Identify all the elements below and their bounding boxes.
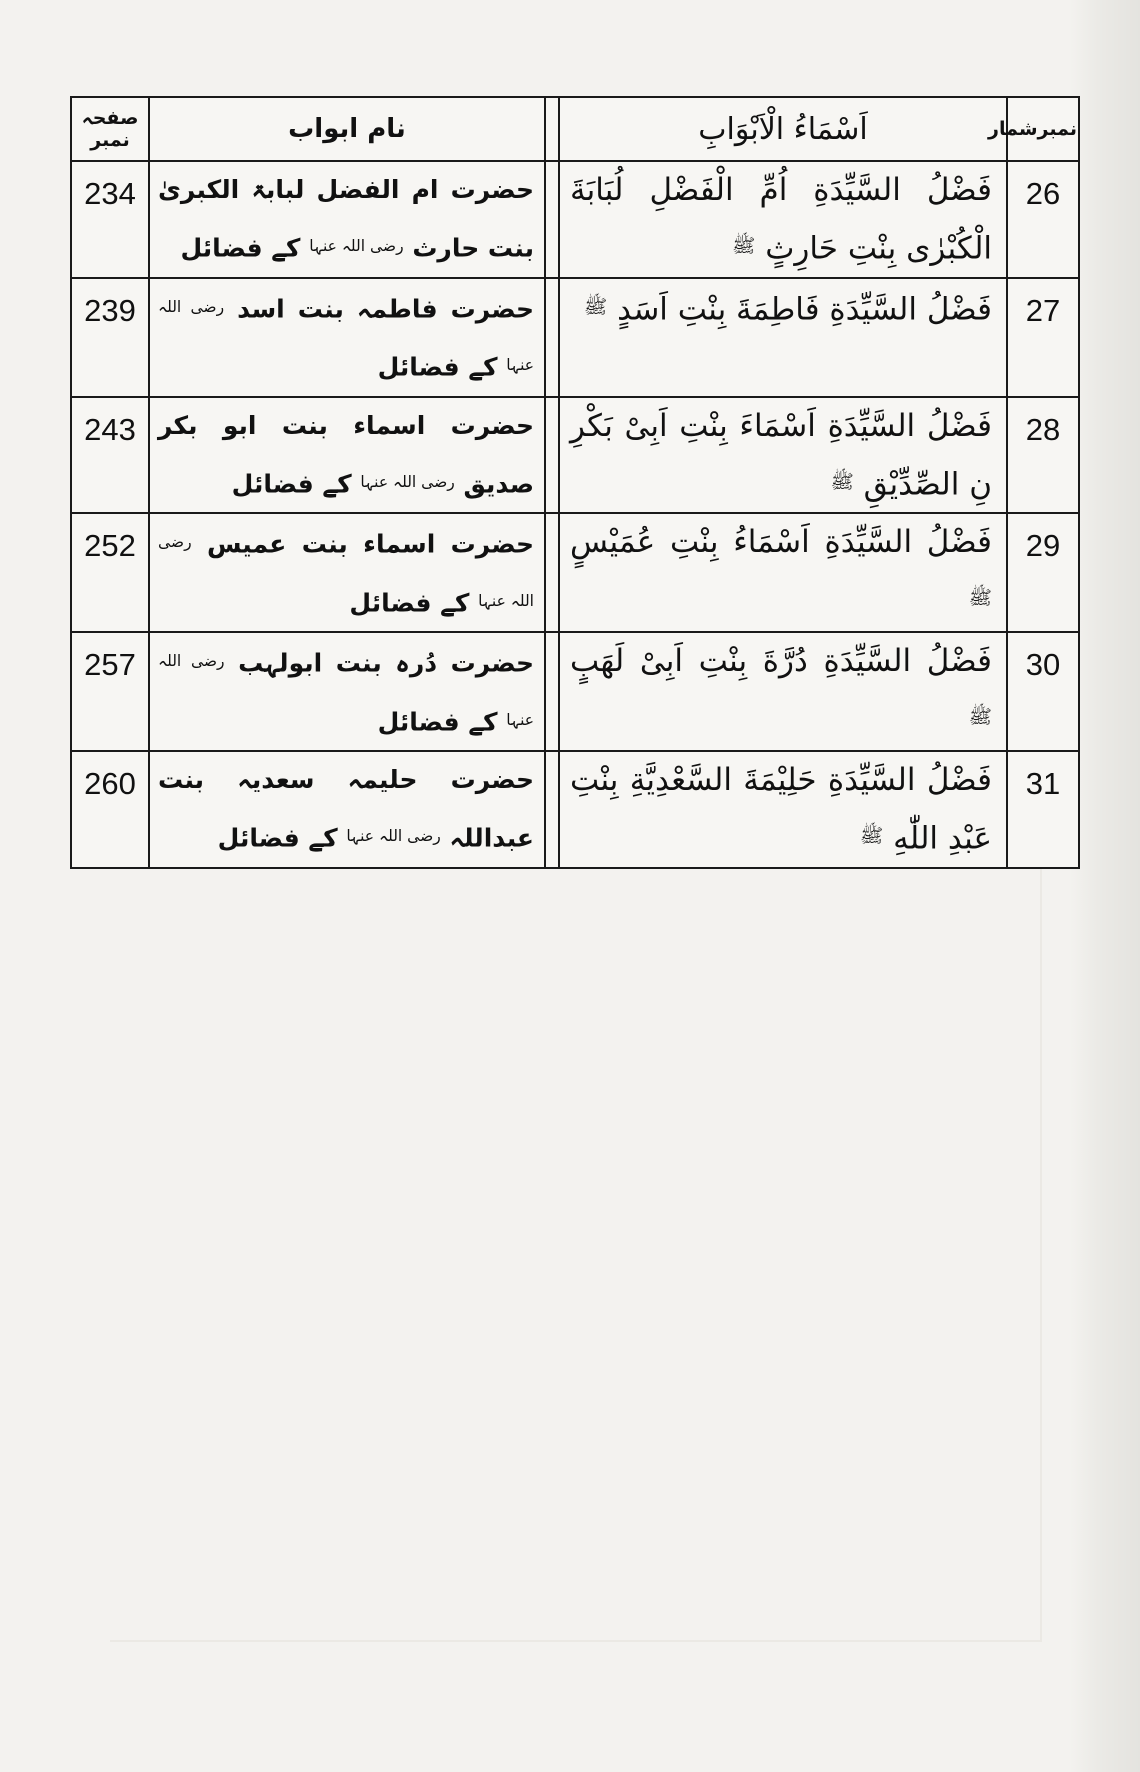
urdu-title-text: حضرت حلیمہ سعدیہ بنت عبداللہ (158, 764, 534, 853)
serial-number: 26 (1007, 161, 1079, 278)
arabic-honorific-mark: ﷺ (830, 469, 854, 493)
arabic-honorific-mark: ﷺ (968, 705, 992, 729)
table-row (71, 632, 1079, 751)
serial-number: 28 (1007, 397, 1079, 514)
urdu-title-suffix: کے فضائل (349, 588, 470, 618)
arabic-title-text: فَضْلُ السَّیِّدَةِ فَاطِمَةَ بِنْتِ اَسَدٍ (617, 291, 992, 328)
page-number: 252 (71, 513, 149, 632)
urdu-title-text: حضرت ام الفضل لبابۃ الکبریٰ بنت حارث (158, 175, 534, 263)
column-gap (545, 513, 559, 632)
page-number: 234 (71, 161, 149, 278)
arabic-title-text: فَضْلُ السَّیِّدَةِ دُرَّةَ بِنْتِ اَبِیْ لَهَبٍ (570, 643, 992, 680)
table-row (71, 513, 1079, 632)
show-through-frame (110, 760, 1042, 1642)
serial-number: 29 (1007, 513, 1079, 632)
column-gap (545, 397, 559, 514)
column-gap (545, 278, 559, 397)
arabic-title-text: فَضْلُ السَّیِّدَةِ اَسْمَاءُ بِنْتِ عُمَیْسٍ (570, 524, 992, 561)
arabic-chapter-title (559, 513, 1007, 632)
urdu-chapter-title (149, 397, 545, 514)
urdu-titles-header: نام ابواب (149, 97, 545, 161)
arabic-chapter-title (559, 161, 1007, 278)
arabic-honorific-mark: ﷺ (968, 586, 992, 610)
page-number: 239 (71, 278, 149, 397)
urdu-honorific-mark: رضی اللہ عنہا (309, 237, 404, 255)
arabic-honorific-mark: ﷺ (732, 234, 756, 257)
arabic-chapter-title (559, 397, 1007, 514)
table-row (71, 751, 1079, 868)
page-edge-shadow (1070, 0, 1140, 1772)
urdu-honorific-mark: رضی اللہ عنہا (360, 472, 455, 491)
column-gap (545, 97, 559, 161)
urdu-chapter-title (149, 751, 545, 868)
urdu-chapter-title (149, 632, 545, 751)
urdu-title-text: حضرت فاطمہ بنت اسد (237, 294, 534, 324)
header-row (71, 97, 1079, 161)
arabic-honorific-mark: ﷺ (860, 823, 884, 847)
arabic-chapter-title (559, 632, 1007, 751)
table-row (71, 161, 1079, 278)
column-gap (545, 161, 559, 278)
urdu-chapter-title (149, 161, 545, 278)
urdu-title-suffix: کے فضائل (180, 233, 301, 263)
urdu-honorific-mark: رضی اللہ عنہا (158, 297, 534, 375)
serial-number: 30 (1007, 632, 1079, 751)
arabic-chapter-title (559, 751, 1007, 868)
urdu-title-text: حضرت اسماء بنت ابو بکر صدیق (158, 410, 534, 498)
page-number: 257 (71, 632, 149, 751)
urdu-title-suffix: کے فضائل (217, 823, 338, 853)
page-number: 243 (71, 397, 149, 514)
urdu-honorific-mark: رضی اللہ عنہا (346, 826, 441, 845)
urdu-title-suffix: کے فضائل (377, 352, 498, 382)
urdu-honorific-mark: رضی اللہ عنہا (158, 533, 534, 610)
page-number: 260 (71, 751, 149, 868)
arabic-title-text: فَضْلُ السَّیِّدَةِ اُمِّ الْفَضْلِ لُبَابَةَ الْکُبْرٰی بِنْتِ حَارِثٍ (570, 172, 992, 267)
urdu-honorific-mark: رضی اللہ عنہا (158, 652, 534, 729)
arabic-titles-header: اَسْمَاءُ الْاَبْوَابِ (559, 97, 1007, 161)
urdu-title-text: حضرت اسماء بنت عمیس (206, 529, 534, 559)
column-gap (545, 632, 559, 751)
urdu-title-suffix: کے فضائل (231, 468, 352, 498)
urdu-chapter-title (149, 278, 545, 397)
urdu-title-text: حضرت دُرہ بنت ابولہب (238, 648, 534, 678)
urdu-chapter-title (149, 513, 545, 632)
column-gap (545, 751, 559, 868)
serial-header: نمبرشمار (1007, 97, 1079, 161)
arabic-title-text: فَضْلُ السَّیِّدَةِ اَسْمَاءَ بِنْتِ اَبِیْ بَکْرِ نِ الصِّدِّیْقِ (570, 407, 992, 503)
table-row (71, 278, 1079, 397)
arabic-honorific-mark: ﷺ (584, 294, 608, 318)
page-number-header: صفحہ نمبر (71, 97, 149, 161)
serial-number: 27 (1007, 278, 1079, 397)
serial-number: 31 (1007, 751, 1079, 868)
urdu-title-suffix: کے فضائل (377, 706, 498, 736)
table-row (71, 397, 1079, 514)
table-of-contents (70, 96, 1080, 869)
arabic-title-text: فَضْلُ السَّیِّدَةِ حَلِیْمَةَ السَّعْدِیَّةِ بِنْتِ عَبْدِ اللّٰهِ (570, 761, 992, 857)
arabic-chapter-title (559, 278, 1007, 397)
